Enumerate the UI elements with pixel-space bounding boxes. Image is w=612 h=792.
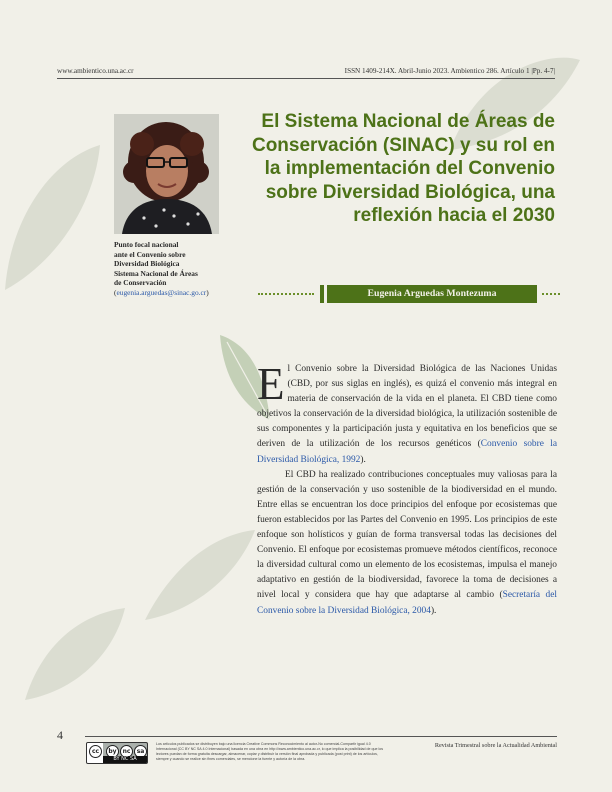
- paragraph-text: ).: [430, 605, 437, 616]
- cc-icon: cc: [89, 745, 102, 758]
- noncommercial-icon: nc: [120, 745, 133, 758]
- author-affiliation: [114, 240, 244, 298]
- article-title: El Sistema Nacional de Áreas de Conservación (SINAC) y su rol en la implementación del Convenio sobre Diversidad Biológica, una reflexión hacia el 2030: [251, 111, 555, 226]
- author-name: Eugenia Arguedas Montezuma: [327, 285, 537, 303]
- citation-link[interactable]: Convenio sobre la Diversidad Biológica, 1992: [257, 439, 558, 465]
- article-body: [257, 359, 558, 619]
- header-divider: [57, 78, 555, 79]
- footer-divider: [85, 736, 557, 737]
- affiliation-line: Diversidad Biológica: [114, 259, 180, 269]
- affiliation-line: Punto focal nacional: [114, 240, 179, 249]
- author-banner: [258, 285, 560, 303]
- paragraph-text: El CBD ha realizado contribuciones conceptuales muy valiosas para la gestión de la conservación y uso sostenible de la biodiversidad en el mundo. Entre ellas se encuentran los doce principios del enfoque por ecosistemas que fueron establecidos por las Partes del Convenio en 1995. Los principios de este enfoque son holísticos y guían de forma transversal todas las decisiones del Convenio. El enfoque por ecosistemas promueve métodos científicos, reconoce la diversidad cultural como un elemento de los ecosistemas, impulsa el manejo adaptativo en gestión de la biodiversidad, favorece la toma de decisiones a nivel local y considera que hay que adaptarse al cambio (: [257, 469, 557, 601]
- journal-tagline: Revista Trimestral sobre la Actualidad Ambiental: [434, 742, 557, 749]
- issue-citation: ISSN 1409-214X. Abril-Junio 2023. Ambientico 286. Artículo 1 |Pp. 4-7|: [344, 67, 555, 75]
- creative-commons-badge[interactable]: [86, 742, 148, 764]
- drop-cap: E: [257, 359, 285, 409]
- cc-license-strip: BY NC SA: [103, 756, 147, 763]
- affiliation-line: ante el Convenio sobre: [114, 249, 186, 259]
- cc-logo-panel: [87, 743, 103, 763]
- citation-link[interactable]: Secretaría del Convenio sobre la Diversidad Biológica, 2004: [257, 590, 557, 616]
- paragraph-text: l Convenio sobre la Diversidad Biológica de las Naciones Unidas (CBD, por sus siglas en inglés), es quizá el convenio más integral en materia de conservación de la vida en el planeta. El CBD tiene como objetivos la conservación de la diversidad biológica, la utilización sostenible de sus componentes y la participación justa y equitativa en los beneficios que se deriven de la utilización de los recursos genéticos (: [257, 364, 557, 450]
- affiliation-line: Sistema Nacional de Áreas: [114, 268, 198, 278]
- leaf-watermark-icon: [0, 140, 110, 300]
- dotted-rule: [258, 293, 314, 295]
- dotted-rule: [542, 293, 560, 295]
- paragraph-text: ).: [360, 454, 366, 465]
- paragraph: [257, 468, 557, 619]
- affiliation-line: de Conservación: [114, 278, 167, 288]
- journal-website[interactable]: www.ambientico.una.ac.cr: [57, 67, 134, 75]
- paragraph: [257, 359, 558, 468]
- attribution-icon: by: [106, 745, 119, 758]
- leaf-watermark-icon: [140, 520, 260, 630]
- author-email-link[interactable]: eugenia.arguedas@sinac.go.cr: [116, 287, 207, 297]
- paren-open: (: [114, 287, 117, 297]
- banner-accent: [320, 285, 324, 303]
- leaf-watermark-icon: [20, 600, 130, 710]
- page-number: 4: [57, 728, 63, 742]
- paren-close: ): [206, 287, 209, 297]
- sharealike-icon: sa: [134, 745, 147, 758]
- license-notice: Los artículos publicados se distribuyen bajo una licencia Creative Commons Reconocimiento al autor-No comercial-Compartir igual 4.0 Internacional (CC BY NC SA 4.0 Internacional) basada en una obra en http://www.ambientico.una.ac.cr, lo que implica la posibilidad de que los lectores puedan de forma gratuita descargar, almacenar, copiar y distribuir la versión final aprobada y publicada (post print) de los artículos, siempre y cuando se realice sin fines comerciales, se mencione la fuente y autoría de la obra.: [156, 742, 384, 761]
- author-photo: [114, 114, 219, 234]
